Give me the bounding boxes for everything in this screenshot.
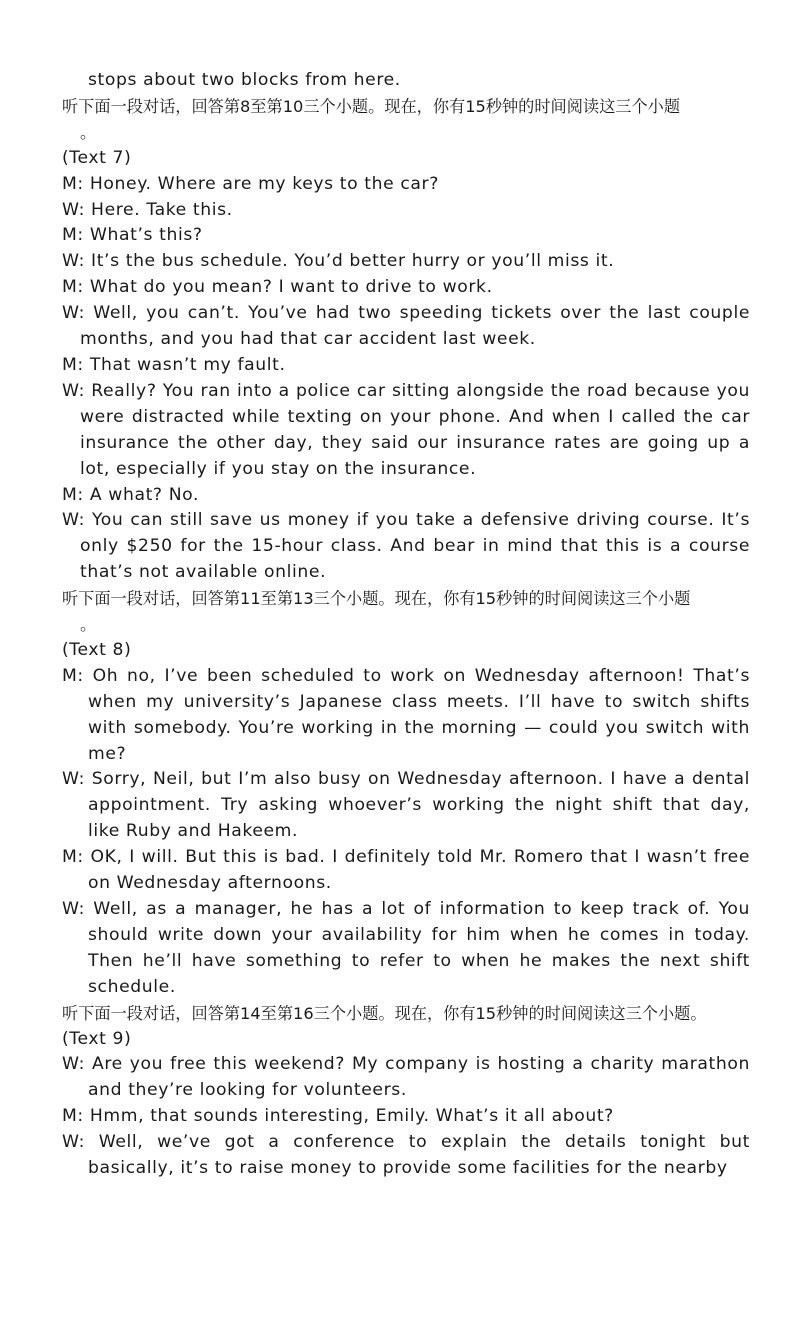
dialogue-line: W: You can still save us money if you take a defensive driving course. It’s only $250 for the 15-hour class. And bear in mind that this is a course that’s not available online. — [62, 510, 750, 583]
transcript-body — [62, 68, 750, 1182]
dialogue-line: M: A what? No. — [62, 484, 200, 505]
section-heading-text-9: (Text 9) — [62, 1028, 132, 1049]
dialogue-line: W: It’s the bus schedule. You’d better hurry or you’ll miss it. — [62, 251, 615, 272]
instruction-text-8: 听下面一段对话，回答第11至第13三个小题。现在，你有15秒钟的时间阅读这三个小题 — [62, 589, 691, 609]
continuation-line: stops about two blocks from here. — [88, 70, 401, 90]
dialogue-line: W: Really? You ran into a police car sitting alongside the road because you were distracted while texting on your phone. And when I called the car insurance the other day, they said our insurance rates are going up a lot, especially if you stay on the insurance. — [62, 380, 750, 479]
dialogue-line: M: OK, I will. But this is bad. I definitely told Mr. Romero that I wasn’t free on Wednesday afternoons. — [62, 847, 750, 894]
dialogue-line: M: That wasn’t my fault. — [62, 354, 286, 375]
dialogue-line: M: What do you mean? I want to drive to work. — [62, 277, 493, 298]
instruction-text-8-tail: 。 — [80, 615, 97, 635]
instruction-text-7-tail: 。 — [80, 122, 97, 142]
dialogue-line: M: Hmm, that sounds interesting, Emily. What’s it all about? — [62, 1106, 614, 1127]
section-heading-text-8: (Text 8) — [62, 639, 132, 660]
dialogue-line: M: What’s this? — [62, 225, 203, 246]
dialogue-line: W: Well, you can’t. You’ve had two speeding tickets over the last couple months, and you had that car accident last week. — [62, 303, 750, 350]
dialogue-line: W: Sorry, Neil, but I’m also busy on Wednesday afternoon. I have a dental appointment. Try asking whoever’s working the night shift that day, like Ruby and Hakeem. — [62, 769, 750, 842]
dialogue-line: W: Well, as a manager, he has a lot of information to keep track of. You should write down your availability for him when he comes in today. Then he’ll have something to refer to when he makes the next shift schedule. — [62, 899, 750, 997]
section-heading-text-7: (Text 7) — [62, 147, 132, 168]
instruction-text-9: 听下面一段对话，回答第14至第16三个小题。现在，你有15秒钟的时间阅读这三个小题。 — [62, 1003, 707, 1023]
dialogue-line: W: Well, we’ve got a conference to explain the details tonight but basically, it’s to raise money to provide some facilities for the nearby — [62, 1132, 750, 1179]
instruction-text-7: 听下面一段对话，回答第8至第10三个小题。现在，你有15秒钟的时间阅读这三个小题 — [62, 96, 681, 116]
dialogue-line: W: Here. Take this. — [62, 199, 233, 220]
dialogue-line: M: Honey. Where are my keys to the car? — [62, 173, 439, 194]
dialogue-line: M: Oh no, I’ve been scheduled to work on Wednesday afternoon! That’s when my university’s Japanese class meets. I’ll have to switch shifts with somebody. You’re working in the morning — could you switch with me? — [62, 665, 750, 764]
dialogue-line: W: Are you free this weekend? My company is hosting a charity marathon and they’re looking for volunteers. — [62, 1054, 750, 1101]
